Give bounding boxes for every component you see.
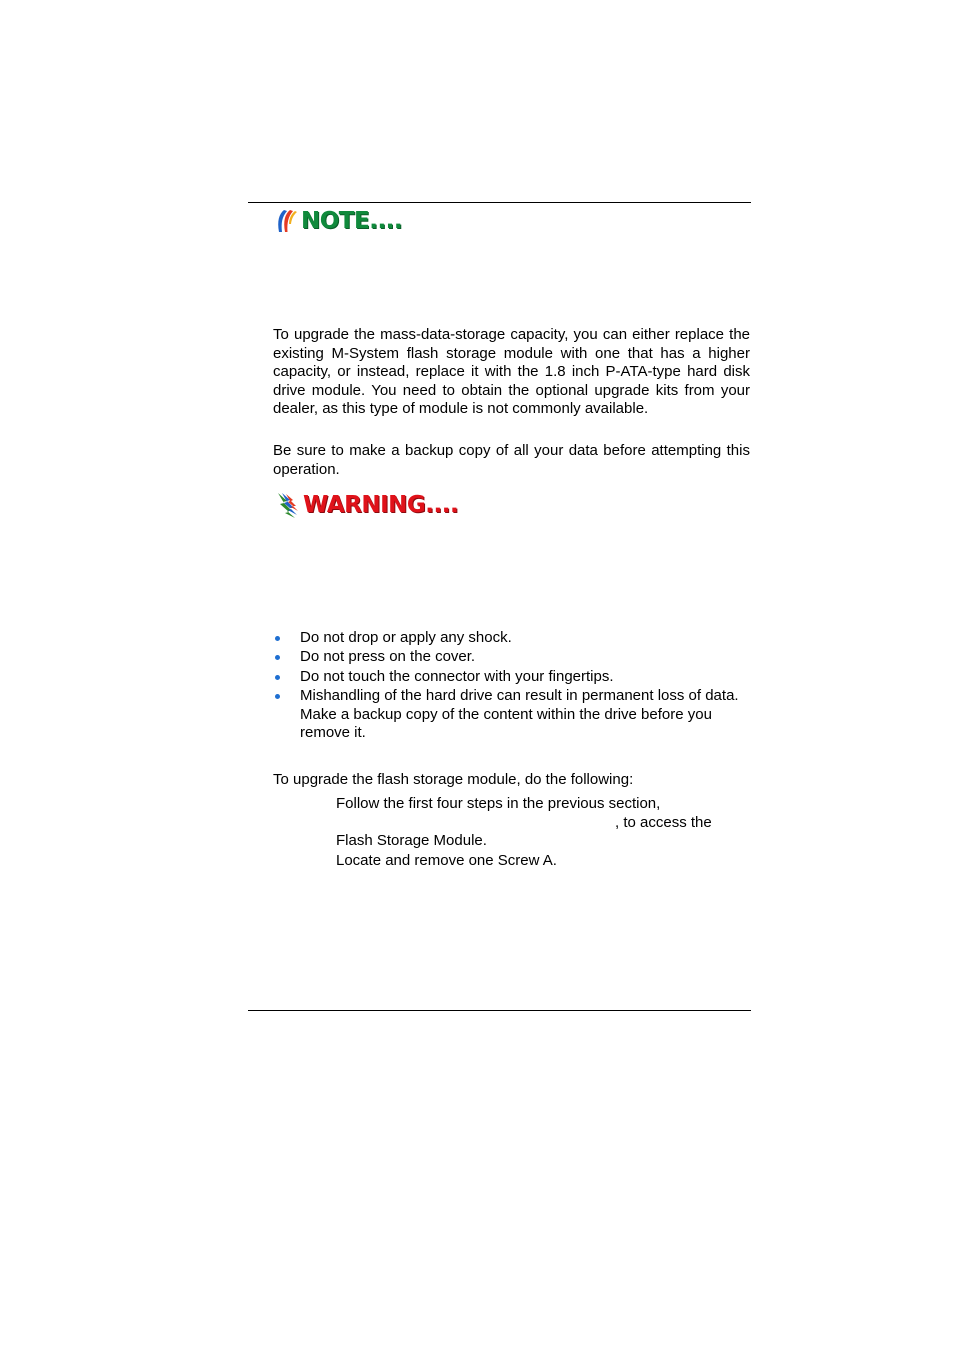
bullet-dot-icon — [275, 694, 280, 699]
list-item-text: Do not drop or apply any shock. — [300, 629, 512, 646]
header-rule — [248, 202, 751, 203]
footer-rule — [248, 1010, 751, 1011]
list-item — [273, 668, 743, 687]
list-item — [273, 687, 743, 743]
list-item — [273, 648, 743, 667]
bullet-dot-icon — [275, 636, 280, 641]
list-item-text: Do not press on the cover. — [300, 648, 476, 666]
step-1-line-2: , to access the — [615, 813, 712, 831]
bullet-dot-icon — [275, 675, 280, 680]
list-item — [273, 629, 743, 648]
note-banner — [275, 208, 402, 234]
step-2: Locate and remove one Screw A. — [336, 852, 557, 870]
bullet-dot-icon — [275, 655, 280, 660]
warning-bolt-icon — [275, 491, 301, 519]
warning-label: WARNING.... — [303, 491, 459, 518]
procedure-intro-paragraph: To upgrade the flash storage module, do the following: — [273, 771, 634, 788]
warning-banner — [275, 491, 458, 519]
note-label: NOTE.... — [301, 207, 403, 234]
step-1-line-1: Follow the first four steps in the previous section, — [336, 795, 661, 812]
procedure-steps — [336, 795, 736, 871]
step-1-line-3: Flash Storage Module. — [336, 832, 487, 850]
upgrade-intro-paragraph: To upgrade the mass-data-storage capacity, you can either replace the existing M-System flash storage module with one that has a higher capacity, or instead, replace it with the 1.8 inch P-ATA-type hard disk drive module. You need to obtain the optional upgrade kits from your dealer, as this type of module is not commonly available. — [273, 326, 750, 418]
backup-advice-paragraph: Be sure to make a backup copy of all your data before attempting this operation. — [273, 442, 750, 478]
list-item-text: Do not touch the connector with your fingertips. — [300, 667, 614, 685]
warning-list — [273, 629, 743, 744]
note-icon — [275, 208, 299, 234]
list-item-text: Mishandling of the hard drive can result in permanent loss of data. Make a backup copy of the content within the drive before you remove it. — [300, 687, 739, 742]
